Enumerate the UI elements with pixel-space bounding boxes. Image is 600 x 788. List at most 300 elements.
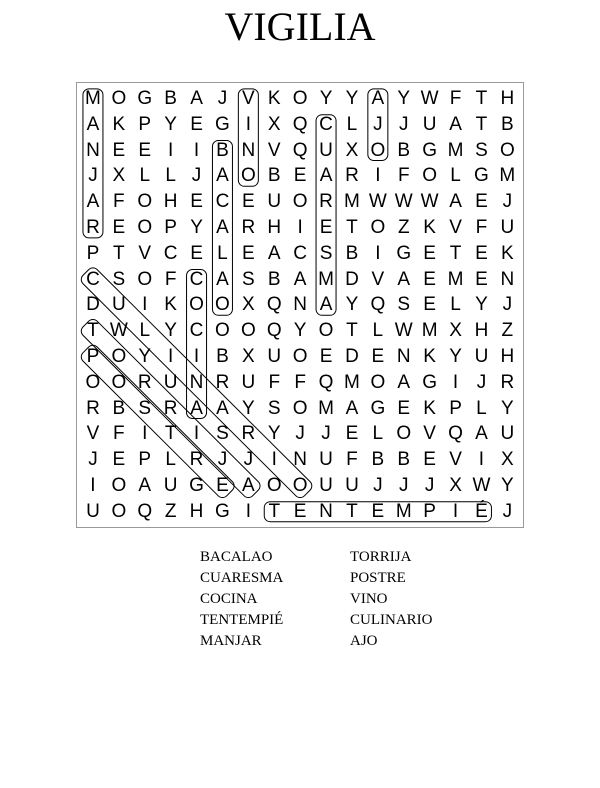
grid-letter: V (86, 423, 100, 445)
grid-letter: K (267, 88, 281, 109)
grid-letter: E (371, 500, 385, 522)
grid-letter: F (113, 423, 125, 445)
grid-letter: G (422, 139, 438, 161)
grid-letter: D (345, 346, 359, 367)
grid-letter: X (112, 165, 126, 187)
grid-letter: M (447, 139, 464, 161)
grid-letter: J (88, 165, 98, 187)
grid-letter: N (189, 371, 204, 393)
grid-letter: Z (164, 500, 177, 522)
word-list-item: CUARESMA (200, 570, 284, 586)
word-list-item: BACALAO (200, 549, 273, 565)
grid-letter: T (475, 113, 488, 135)
grid-letter: T (449, 242, 462, 264)
grid-letter: A (216, 217, 229, 238)
grid-letter: H (267, 217, 282, 238)
grid-letter: A (449, 191, 462, 213)
grid-letter: E (475, 191, 488, 213)
grid-letter: K (423, 217, 436, 238)
grid-letter: I (271, 449, 277, 471)
grid-letter: B (164, 88, 177, 109)
grid-letter: S (241, 268, 255, 290)
grid-letter: Y (500, 475, 514, 496)
grid-letter: J (217, 449, 228, 471)
grid-letter: R (189, 449, 204, 471)
grid-letter: T (268, 500, 281, 522)
grid-letter: F (397, 165, 410, 187)
grid-letter: J (321, 423, 331, 445)
grid-letter: Y (164, 113, 177, 135)
grid-letter: J (295, 423, 305, 445)
grid-letter: Y (345, 294, 359, 316)
grid-letter: L (450, 165, 461, 187)
grid-letter: E (112, 449, 126, 471)
grid-letter: J (424, 475, 435, 496)
grid-letter: E (241, 191, 255, 213)
grid-letter: N (293, 449, 307, 471)
grid-letter: H (500, 88, 515, 109)
grid-letter: A (267, 242, 281, 264)
grid-letter: P (164, 217, 177, 238)
grid-letter: O (292, 191, 308, 213)
grid-letter: T (346, 320, 358, 342)
grid-letter: W (109, 320, 128, 342)
grid-letter: A (216, 397, 229, 419)
grid-letter: W (420, 88, 439, 109)
grid-letter: A (190, 397, 203, 419)
grid-letter: L (139, 165, 151, 187)
grid-letter: T (164, 423, 177, 445)
grid-letter: R (345, 165, 359, 187)
grid-letter: I (478, 449, 485, 471)
grid-letter: E (190, 113, 203, 135)
grid-letter: J (398, 475, 409, 496)
grid-letter: E (319, 346, 333, 367)
grid-letter: U (319, 475, 333, 496)
grid-letter: V (138, 242, 152, 264)
grid-letter: O (266, 475, 282, 496)
grid-letter: M (318, 397, 334, 419)
word-list-item: COCINA (200, 591, 258, 607)
grid-letter: V (449, 217, 462, 238)
grid-letter: I (167, 139, 174, 161)
grid-letter: U (86, 500, 100, 522)
grid-letter: A (319, 294, 333, 316)
grid-letter: S (397, 294, 411, 316)
grid-letter: Y (190, 217, 203, 238)
grid-letter: O (370, 139, 386, 161)
grid-letter: V (371, 268, 385, 290)
grid-letter: B (371, 449, 385, 471)
grid-letter: I (167, 346, 174, 367)
grid-letter: T (113, 242, 125, 264)
grid-letter: E (138, 139, 152, 161)
grid-letter: X (449, 475, 462, 496)
grid-letter: F (164, 268, 177, 290)
grid-letter: Y (500, 397, 514, 419)
grid-letter: E (319, 217, 333, 238)
grid-letter: X (267, 113, 281, 135)
grid-letter: B (500, 113, 514, 135)
grid-letter: H (189, 500, 204, 522)
grid-letter: L (217, 242, 228, 264)
grid-letter: P (138, 113, 152, 135)
grid-letter: P (86, 242, 100, 264)
grid-letter: R (319, 191, 333, 213)
grid-letter: F (268, 371, 281, 393)
grid-letter: B (216, 139, 229, 161)
grid-letter: E (190, 242, 203, 264)
grid-letter: O (292, 88, 308, 109)
grid-letter: Q (266, 294, 282, 316)
grid-letter: U (163, 475, 178, 496)
grid-letter: C (215, 191, 230, 213)
grid-letter: O (137, 217, 153, 238)
grid-letter: S (216, 423, 229, 445)
grid-letter: Q (318, 371, 334, 393)
grid-letter: Y (164, 320, 177, 342)
grid-letter: G (370, 397, 386, 419)
grid-letter: A (241, 475, 255, 496)
grid-letter: M (318, 268, 334, 290)
grid-letter: U (267, 191, 282, 213)
grid-letter: I (142, 294, 148, 316)
grid-letter: S (138, 397, 152, 419)
grid-letter: G (474, 165, 489, 187)
grid-letter: B (112, 397, 126, 419)
grid-letter: X (241, 294, 255, 316)
grid-letter: X (449, 320, 462, 342)
grid-letter: E (475, 268, 488, 290)
grid-letter: M (499, 165, 516, 187)
grid-letter: M (344, 191, 360, 213)
grid-letter: Y (397, 88, 411, 109)
grid-letter: S (475, 139, 488, 161)
grid-letter: M (344, 371, 360, 393)
grid-letter: W (472, 475, 491, 496)
grid-letter: I (193, 139, 200, 161)
grid-letter: O (111, 371, 127, 393)
grid-letter: T (346, 217, 358, 238)
grid-letter: C (189, 268, 204, 290)
grid-letter: M (85, 88, 101, 109)
grid-letter: B (397, 449, 411, 471)
grid-letter: A (397, 371, 411, 393)
grid-letter: Q (266, 320, 282, 342)
grid-letter: A (190, 88, 203, 109)
grid-letter: A (449, 113, 462, 135)
grid-letter: G (422, 371, 438, 393)
grid-letter: J (502, 500, 513, 522)
grid-letter: E (423, 449, 436, 471)
grid-letter: U (345, 475, 359, 496)
grid-letter: I (375, 165, 381, 187)
grid-letter: P (138, 449, 152, 471)
grid-letter: O (370, 217, 386, 238)
grid-letter: P (86, 346, 100, 367)
grid-letter: R (86, 217, 100, 238)
word-list-item: MANJAR (200, 633, 262, 649)
grid-letter: M (395, 500, 412, 522)
grid-letter: N (241, 139, 256, 161)
grid-letter: J (502, 294, 513, 316)
grid-letter: B (397, 139, 411, 161)
grid-letter: E (190, 191, 203, 213)
grid-letter: O (137, 268, 153, 290)
grid-letter: O (318, 320, 334, 342)
grid-letter: X (345, 139, 359, 161)
grid-letter: A (86, 113, 100, 135)
grid-letter: A (345, 397, 359, 419)
grid-letter: B (267, 268, 281, 290)
word-list-item: CULINARIO (350, 612, 433, 628)
grid-letter: E (293, 165, 307, 187)
grid-letter: Y (241, 397, 255, 419)
grid-letter: C (163, 242, 178, 264)
grid-letter: N (319, 500, 333, 522)
grid-letter: V (241, 88, 255, 109)
grid-letter: O (215, 294, 230, 316)
grid-letter: N (500, 268, 515, 290)
grid-letter: A (138, 475, 152, 496)
grid-letter: V (267, 139, 281, 161)
grid-letter: V (423, 423, 436, 445)
grid-letter: E (397, 397, 411, 419)
grid-letter: A (397, 268, 411, 290)
word-list-item: AJO (350, 633, 378, 649)
grid-letter: H (500, 346, 515, 367)
grid-letter: U (422, 113, 437, 135)
grid-letter: R (241, 423, 256, 445)
grid-letter: X (241, 346, 255, 367)
grid-letter: O (292, 346, 308, 367)
grid-letter: U (500, 217, 515, 238)
grid-letter: E (423, 294, 436, 316)
grid-letter: V (449, 449, 462, 471)
grid-letter: R (215, 371, 230, 393)
grid-letter: Y (319, 88, 333, 109)
grid-letter: A (371, 88, 385, 109)
grid-letter: O (240, 320, 256, 342)
grid-letter: O (292, 397, 308, 419)
grid-letter: A (216, 268, 229, 290)
grid-letter: E (241, 242, 255, 264)
word-list-item: TORRIJA (350, 549, 412, 565)
grid-letter: B (345, 242, 359, 264)
grid-letter: I (193, 423, 200, 445)
grid-letter: D (345, 268, 359, 290)
grid-letter: E (293, 500, 307, 522)
grid-letter: O (111, 346, 127, 367)
grid-letter: P (449, 397, 462, 419)
grid-letter: N (396, 346, 411, 367)
grid-letter: Z (397, 217, 410, 238)
grid-letter: O (292, 475, 308, 496)
grid-letter: G (215, 500, 230, 522)
grid-letter: I (297, 217, 303, 238)
grid-letter: I (245, 500, 251, 522)
grid-letter: T (87, 320, 99, 342)
grid-letter: F (294, 371, 306, 393)
grid-letter: R (86, 397, 100, 419)
grid-letter: L (372, 423, 384, 445)
grid-letter: I (142, 423, 148, 445)
grid-letter: X (500, 449, 514, 471)
grid-letter: O (111, 500, 127, 522)
grid-letter: O (85, 371, 101, 393)
grid-letter: É (475, 500, 488, 522)
grid-letter: U (267, 346, 282, 367)
grid-letter: I (452, 500, 459, 522)
grid-letter: O (215, 320, 230, 342)
grid-letter: C (86, 268, 100, 290)
grid-letter: L (165, 449, 176, 471)
grid-letter: R (241, 217, 256, 238)
grid-letter: E (112, 139, 126, 161)
grid-letter: K (423, 346, 436, 367)
grid-letter: E (345, 423, 359, 445)
grid-letter: Q (292, 139, 308, 161)
grid-letter: F (475, 217, 488, 238)
grid-letter: I (90, 475, 96, 496)
grid-letter: L (372, 320, 384, 342)
grid-letter: O (240, 165, 256, 187)
grid-letter: C (189, 320, 204, 342)
grid-letter: F (346, 449, 358, 471)
grid-letter: J (373, 475, 383, 496)
grid-letter: E (216, 475, 229, 496)
grid-letter: L (346, 113, 358, 135)
grid-letter: W (368, 191, 387, 213)
grid-letter: A (319, 165, 333, 187)
grid-letter: H (163, 191, 178, 213)
grid-letter: Y (449, 346, 462, 367)
grid-letter: L (450, 294, 461, 316)
grid-letter: Y (267, 423, 281, 445)
grid-letter: U (111, 294, 126, 316)
grid-letter: A (86, 191, 100, 213)
grid-letter: L (139, 320, 151, 342)
grid-letter: T (475, 88, 488, 109)
grid-letter: J (191, 165, 202, 187)
grid-letter: U (241, 371, 256, 393)
grid-letter: E (423, 268, 436, 290)
grid-letter: O (189, 294, 204, 316)
grid-letter: B (267, 165, 281, 187)
grid-letter: S (112, 268, 126, 290)
grid-letter: I (375, 242, 381, 264)
grid-letter: R (500, 371, 515, 393)
grid-letter: W (394, 320, 413, 342)
grid-letter: U (319, 139, 333, 161)
grid-letter: O (499, 139, 515, 161)
grid-letter: E (475, 242, 488, 264)
grid-letter: G (137, 88, 153, 109)
grid-letter: C (319, 113, 333, 135)
grid-letter: O (137, 191, 153, 213)
grid-letter: A (216, 165, 229, 187)
grid-letter: J (373, 113, 383, 135)
grid-letter: O (370, 371, 386, 393)
grid-letter: F (449, 88, 462, 109)
grid-letter: L (165, 165, 176, 187)
grid-letter: E (423, 242, 436, 264)
grid-letter: G (215, 113, 230, 135)
grid-letter: A (475, 423, 488, 445)
grid-letter: C (293, 242, 307, 264)
word-list-item: VINO (350, 591, 388, 607)
grid-letter: J (88, 449, 98, 471)
grid-letter: E (112, 217, 126, 238)
grid-letter: S (319, 242, 333, 264)
grid-letter: G (396, 242, 412, 264)
grid-letter: K (500, 242, 514, 264)
grid-letter: O (111, 88, 127, 109)
grid-letter: U (319, 449, 333, 471)
grid-letter: O (422, 165, 438, 187)
grid-letter: U (500, 423, 515, 445)
grid-letter: W (394, 191, 413, 213)
grid-letter: K (423, 397, 436, 419)
page-title: VIGILIA (224, 4, 376, 49)
grid-letter: Q (292, 113, 308, 135)
grid-letter: S (267, 397, 281, 419)
grid-letter: M (421, 320, 438, 342)
grid-letter: Q (370, 294, 386, 316)
grid-letter: W (420, 191, 439, 213)
grid-letter: R (137, 371, 152, 393)
grid-letter: O (111, 475, 127, 496)
grid-letter: Y (293, 320, 307, 342)
grid-letter: Y (138, 346, 152, 367)
grid-letter: E (371, 346, 385, 367)
word-list-item: TENTEMPIÉ (200, 612, 284, 628)
grid-letter: T (346, 500, 358, 522)
grid-letter: G (189, 475, 204, 496)
grid-letter: M (447, 268, 464, 290)
grid-letter: L (476, 397, 487, 419)
grid-letter: Z (501, 320, 514, 342)
grid-letter: K (164, 294, 177, 316)
letter-grid (80, 86, 520, 524)
grid-letter: I (245, 113, 251, 135)
grid-letter: U (474, 346, 489, 367)
grid-letter: Y (345, 88, 359, 109)
grid-letter: Q (137, 500, 153, 522)
grid-letter: J (502, 191, 513, 213)
grid-letter: J (243, 449, 254, 471)
grid-letter: O (396, 423, 412, 445)
grid-letter: N (86, 139, 100, 161)
grid-letter: P (423, 500, 436, 522)
grid-letter: F (113, 191, 125, 213)
word-list-item: POSTRE (350, 570, 406, 586)
grid-letter: Y (475, 294, 488, 316)
grid-letter: J (476, 371, 487, 393)
grid-letter: Q (448, 423, 463, 445)
grid-letter: I (452, 371, 459, 393)
grid-letter: N (293, 294, 307, 316)
grid-letter: B (216, 346, 229, 367)
grid-letter: D (86, 294, 100, 316)
grid-letter: J (398, 113, 409, 135)
grid-letter: I (193, 346, 200, 367)
grid-letter: A (293, 268, 307, 290)
grid-letter: H (474, 320, 489, 342)
grid-letter: U (163, 371, 178, 393)
grid-letter: R (163, 397, 178, 419)
grid-letter: J (217, 88, 228, 109)
